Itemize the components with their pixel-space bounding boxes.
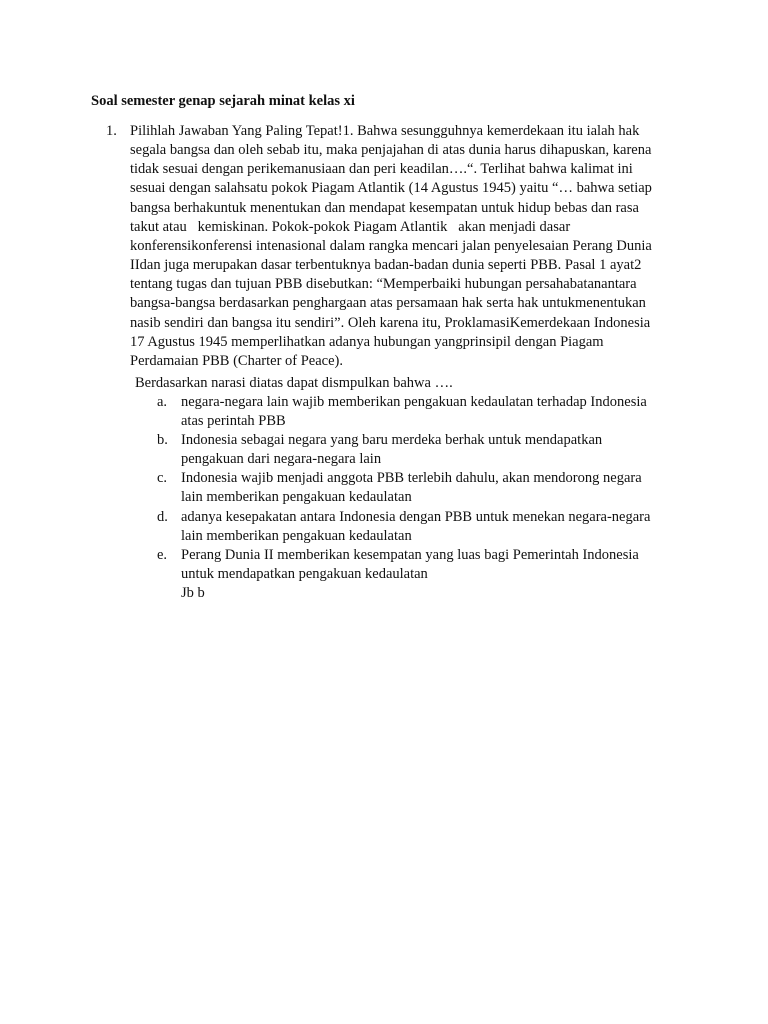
question-line: IIdan juga merupakan dasar terbentuknya badan-badan dunia seperti PBB. Pasal 1 ayat2	[130, 257, 642, 274]
option-letter: e.	[157, 546, 168, 563]
option-c	[157, 469, 697, 507]
question-line: Perdamaian PBB (Charter of Peace).	[130, 352, 343, 369]
option-letter: c.	[157, 470, 168, 487]
question-text	[130, 122, 690, 371]
question-line: 17 Agustus 1945 memperlihatkan adanya hubungan yangprinsipil dengan Piagam	[130, 333, 604, 350]
question-number: 1.	[106, 123, 117, 139]
question-line: segala bangsa dan oleh sebab itu, maka penjajahan di atas dunia harus dihapuskan, karena	[130, 142, 652, 159]
question-line: nasib sendiri dan bangsa itu sendiri”. Oleh karena itu, ProklamasiKemerdekaan Indonesia	[130, 314, 651, 331]
document-title: Soal semester genap sejarah minat kelas xi	[91, 93, 355, 109]
option-text: adanya kesepakatan antara Indonesia dengan PBB untuk menekan negara-negara	[181, 508, 651, 525]
option-text: Perang Dunia II memberikan kesempatan yang luas bagi Pemerintah Indonesia	[181, 546, 639, 563]
question-line: tentang tugas dan tujuan PBB disebutkan: “Memperbaiki hubungan persahabatanantara	[130, 276, 637, 293]
question-line: konferensikonferensi intenasional dalam rangka mencari jalan penyelesaian Perang Dunia	[130, 237, 652, 254]
option-d	[157, 508, 697, 546]
option-letter: b.	[157, 432, 168, 449]
option-text: Indonesia wajib menjadi anggota PBB terlebih dahulu, akan mendorong negara	[181, 470, 642, 487]
answer-options	[157, 393, 697, 584]
option-letter: a.	[157, 394, 168, 410]
option-a	[157, 393, 697, 431]
option-text: pengakuan dari negara-negara lain	[181, 451, 382, 468]
question-line: bangsa-bangsa berdasarkan penghargaan atas persamaan hak serta hak untukmenentukan	[130, 295, 646, 312]
option-e	[157, 546, 697, 584]
option-text: lain memberikan pengakuan kedaulatan	[181, 489, 412, 506]
option-text: lain memberikan pengakuan kedaulatan	[181, 527, 412, 544]
option-text: negara-negara lain wajib memberikan pengakuan kedaulatan terhadap Indonesia	[181, 394, 647, 410]
answer-note: Jb b	[181, 585, 205, 601]
question-line: takut atau kemiskinan. Pokok-pokok Piagam Atlantik akan menjadi dasar	[130, 218, 571, 235]
option-text: atas perintah PBB	[181, 413, 286, 430]
question-line: bangsa berhakuntuk menentukan dan mendapat kesempatan untuk hidup bebas dan rasa	[130, 199, 639, 216]
option-b	[157, 431, 697, 469]
question-prompt: Berdasarkan narasi diatas dapat dismpulkan bahwa ….	[135, 375, 453, 391]
option-text: untuk mendapatkan pengakuan kedaulatan	[181, 565, 428, 582]
question-line: tidak sesuai dengan perikemanusiaan dan peri keadilan….“. Terlihat bahwa kalimat ini	[130, 161, 633, 178]
question-line: Pilihlah Jawaban Yang Paling Tepat!1. Bahwa sesungguhnya kemerdekaan itu ialah hak	[130, 123, 640, 139]
option-letter: d.	[157, 508, 168, 525]
question-line: sesuai dengan salahsatu pokok Piagam Atlantik (14 Agustus 1945) yaitu “… bahwa setiap	[130, 180, 652, 197]
option-text: Indonesia sebagai negara yang baru merdeka berhak untuk mendapatkan	[181, 432, 603, 449]
